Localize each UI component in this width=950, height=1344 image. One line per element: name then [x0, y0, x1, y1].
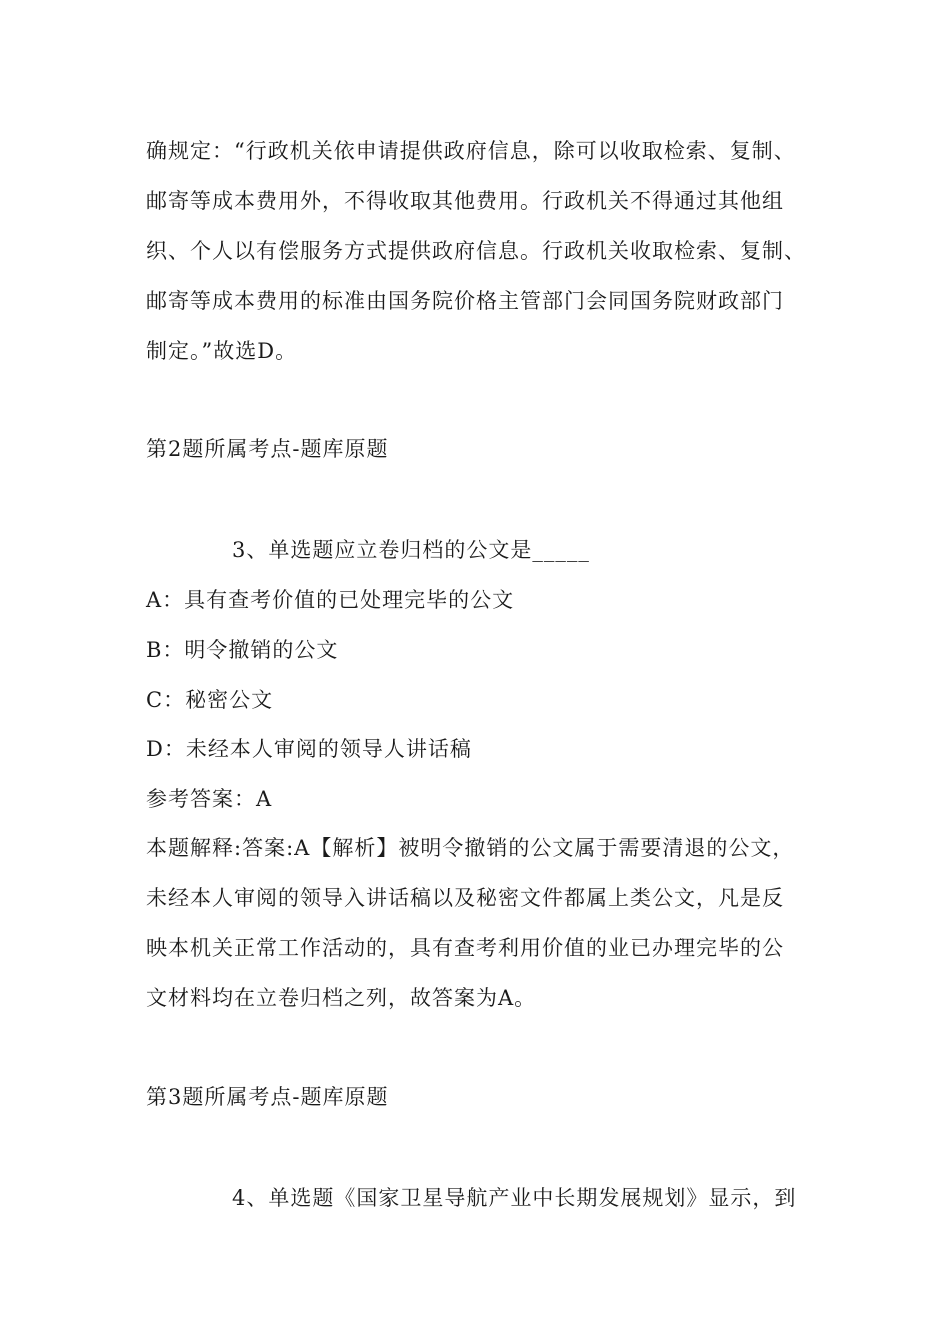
q3-option-c: C：秘密公文 — [146, 688, 274, 712]
q3-explanation-line: 本题解释:答案:A【解析】被明令撤销的公文属于需要清退的公文， — [146, 836, 795, 860]
q3-explanation-line: 映本机关正常工作活动的，具有查考利用价值的业已办理完毕的公 — [146, 936, 784, 960]
q2-topic: 第2题所属考点-题库原题 — [146, 437, 389, 461]
q3-explanation-line: 文材料均在立卷归档之列，故答案为A。 — [146, 986, 537, 1010]
explanation-line: 邮寄等成本费用外，不得收取其他费用。行政机关不得通过其他组 — [146, 189, 784, 213]
q3-answer: 参考答案：A — [146, 787, 273, 811]
q3-option-a: A：具有查考价值的已处理完毕的公文 — [146, 588, 515, 612]
q3-option-d: D：未经本人审阅的领导人讲话稿 — [146, 737, 472, 761]
explanation-line: 邮寄等成本费用的标准由国务院价格主管部门会同国务院财政部门 — [146, 289, 784, 313]
explanation-line: 制定。”故选D。 — [146, 339, 298, 363]
q3-option-b: B：明令撤销的公文 — [146, 638, 339, 662]
q3-topic: 第3题所属考点-题库原题 — [146, 1085, 389, 1109]
explanation-line: 确规定：“行政机关依申请提供政府信息，除可以收取检索、复制、 — [146, 139, 796, 163]
q3-stem: 3、单选题应立卷归档的公文是_____ — [232, 538, 590, 562]
q4-stem: 4、单选题《国家卫星导航产业中长期发展规划》显示，到 — [232, 1186, 797, 1210]
explanation-line: 织、个人以有偿服务方式提供政府信息。行政机关收取检索、复制、 — [146, 239, 806, 263]
q3-explanation-line: 未经本人审阅的领导入讲话稿以及秘密文件都属上类公文，凡是反 — [146, 886, 784, 910]
